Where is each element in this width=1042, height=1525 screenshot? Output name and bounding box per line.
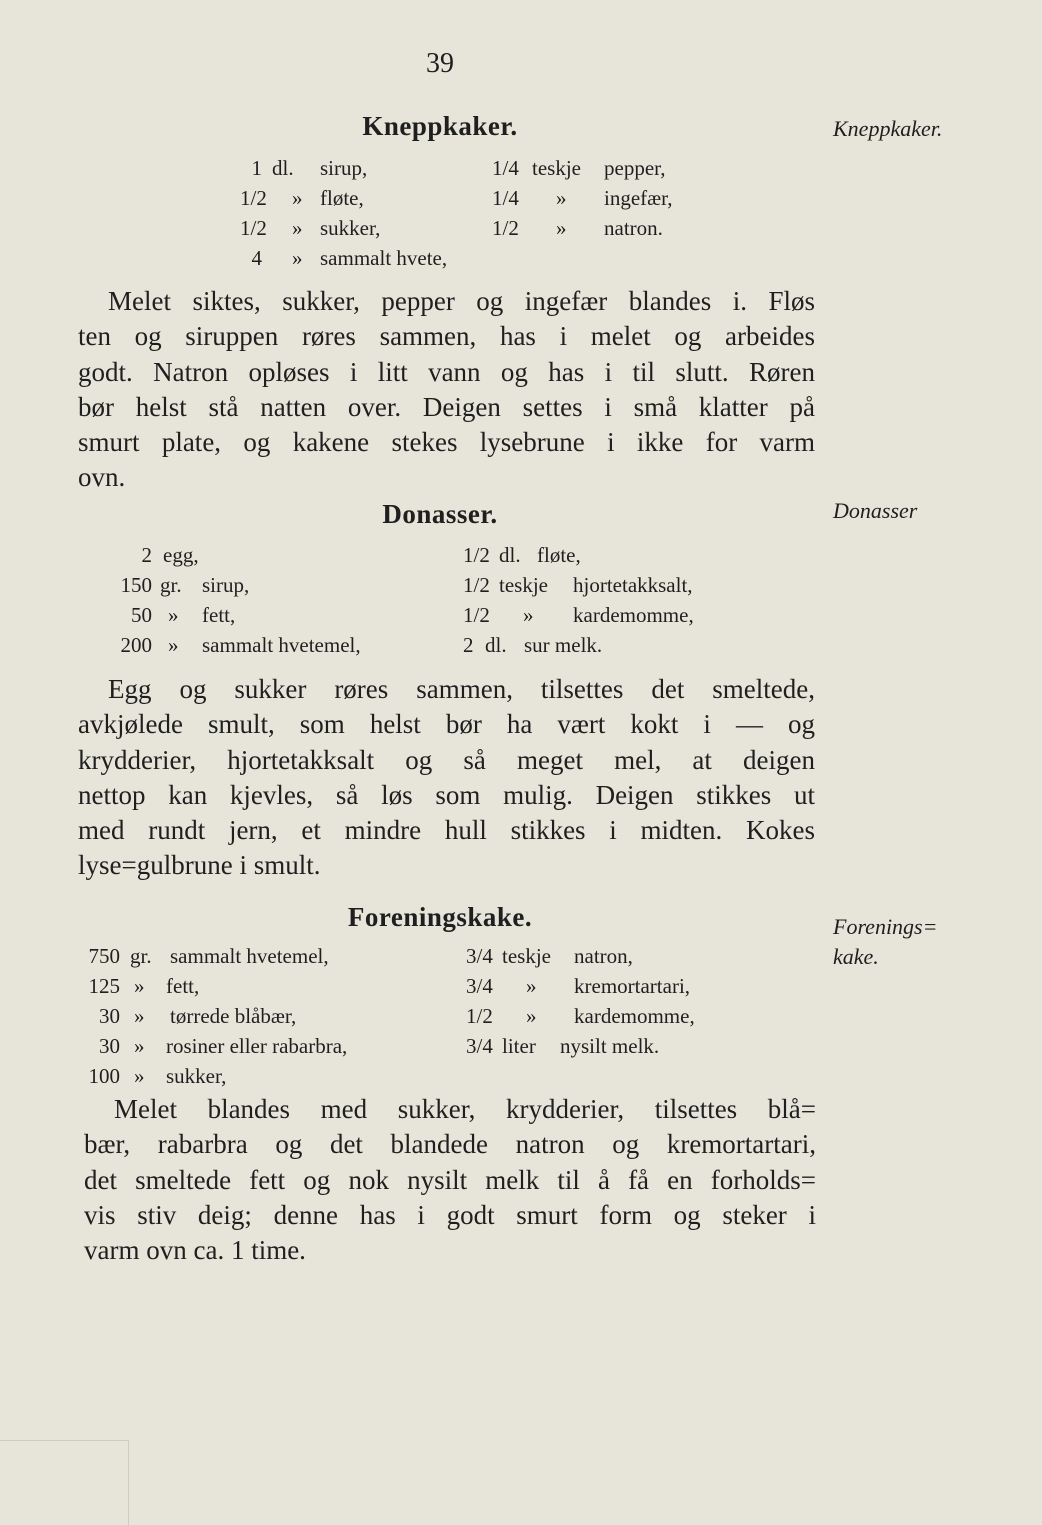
ingredient-list-left [84, 941, 434, 1091]
text-line: Egg og sukker røres sammen, tilsettes det smeltede, [108, 674, 815, 704]
ingredient-qty: 2 [463, 633, 474, 657]
ingredient-name: sirup, [320, 156, 368, 180]
ingredient-qty: 2 [141, 543, 152, 567]
ingredient-row [110, 600, 430, 630]
text-line: nettop kan kjevles, så løs som mulig. Deigen stikkes ut [78, 779, 815, 810]
ingredient-list-right [492, 153, 712, 243]
text-line: det smeltede fett og nok nysilt melk til å få en forholds= [84, 1164, 816, 1195]
text-line: Melet siktes, sukker, pepper og ingefær blandes i. Fløs [108, 286, 815, 316]
text-line: smurt plate, og kakene stekes lysebrune i ikke for varm [78, 427, 815, 458]
ingredient-list-right [463, 540, 733, 660]
ingredient-row [84, 1061, 434, 1091]
recipe-title-donasser: Donasser. [382, 499, 498, 529]
ingredient-name: rosiner eller rabarbra, [166, 1034, 348, 1058]
ingredient-unit: » [526, 1004, 537, 1028]
ingredient-row [240, 153, 500, 183]
ingredient-name: egg, [163, 543, 199, 567]
ingredient-unit: » [134, 974, 145, 998]
ingredient-qty: 750 [88, 944, 120, 968]
ingredient-unit: dl. [485, 633, 507, 657]
ingredient-name: sirup, [202, 573, 250, 597]
ingredient-unit: dl. [272, 156, 294, 180]
ingredient-name: fløte, [320, 186, 364, 210]
text-line: bør helst stå natten over. Deigen settes i små klatter på [78, 391, 815, 422]
scan-border-line [0, 1440, 128, 1441]
ingredient-unit: liter [502, 1034, 536, 1058]
margin-note-kneppkaker: Kneppkaker. [833, 116, 943, 141]
text-line: vis stiv deig; denne has i godt smurt form og steker i [84, 1199, 816, 1230]
text-line: lyse=gulbrune i smult. [78, 850, 321, 881]
recipe-title-foreningskake: Foreningskake. [347, 902, 533, 932]
text-line: varm ovn ca. 1 time. [84, 1235, 306, 1266]
ingredient-row [463, 570, 733, 600]
ingredient-name: hjortetakksalt, [573, 573, 693, 597]
text-line: ten og siruppen røres sammen, has i melet og arbeides [78, 321, 815, 352]
ingredient-unit: gr. [160, 573, 182, 597]
ingredient-unit: teskje [502, 944, 551, 968]
ingredient-qty: 3/4 [466, 1034, 493, 1058]
ingredient-qty: 1/2 [466, 1004, 493, 1028]
ingredient-name: pepper, [604, 156, 666, 180]
text-line: bær, rabarbra og det blandede natron og kremortartari, [84, 1129, 816, 1160]
ingredient-row [84, 941, 434, 971]
ingredient-row [466, 1031, 736, 1061]
ingredient-name: sur melk. [524, 633, 603, 657]
ingredient-list-left [110, 540, 430, 660]
ingredient-qty: 200 [120, 633, 152, 657]
ingredient-unit: » [292, 246, 303, 270]
ingredient-unit: » [292, 216, 303, 240]
ingredient-row [466, 941, 736, 971]
ingredient-row [240, 213, 500, 243]
ingredient-name: kardemomme, [573, 603, 694, 627]
ingredient-qty: 50 [131, 603, 152, 627]
ingredient-qty: 150 [120, 573, 152, 597]
ingredient-unit: » [526, 974, 537, 998]
ingredient-row [492, 183, 712, 213]
ingredient-qty: 4 [251, 246, 262, 270]
ingredient-row [84, 971, 434, 1001]
ingredient-qty: 1/2 [463, 543, 490, 567]
text-line: med rundt jern, et mindre hull stikkes i midten. Kokes [78, 815, 815, 846]
ingredient-name: fløte, [537, 543, 581, 567]
ingredient-qty: 125 [88, 974, 120, 998]
ingredient-qty: 30 [99, 1004, 120, 1028]
margin-note-donasser: Donasser [833, 498, 918, 523]
ingredient-qty: 1/2 [463, 603, 490, 627]
ingredient-qty: 1/2 [492, 216, 519, 240]
ingredient-qty: 1/4 [492, 156, 519, 180]
ingredient-unit: teskje [532, 156, 581, 180]
ingredient-row [110, 570, 430, 600]
margin-note-foreningskake-1: Forenings= [833, 914, 938, 939]
ingredient-qty: 1/2 [240, 216, 267, 240]
ingredient-qty: 1 [251, 156, 262, 180]
text-line: ovn. [78, 462, 126, 493]
ingredient-unit: » [168, 633, 179, 657]
ingredient-row [492, 213, 712, 243]
ingredient-name: natron, [574, 944, 633, 968]
text-line: krydderier, hjortetakksalt og så meget mel, at deigen [78, 744, 815, 775]
ingredient-name: ingefær, [604, 186, 673, 210]
ingredient-name: sukker, [166, 1064, 227, 1088]
ingredient-row [463, 540, 733, 570]
ingredient-unit: » [292, 186, 303, 210]
ingredient-name: kardemomme, [574, 1004, 695, 1028]
ingredient-row [463, 630, 733, 660]
ingredient-row [492, 153, 712, 183]
ingredient-unit: dl. [499, 543, 521, 567]
ingredient-unit: » [134, 1034, 145, 1058]
ingredient-unit: teskje [499, 573, 548, 597]
ingredient-row [84, 1001, 434, 1031]
ingredient-unit: gr. [130, 944, 152, 968]
ingredient-row [240, 243, 500, 273]
ingredient-row [110, 540, 430, 570]
ingredient-name: tørrede blåbær, [170, 1004, 297, 1028]
ingredient-unit: » [556, 216, 567, 240]
ingredient-unit: » [134, 1004, 145, 1028]
recipe-instructions-foreningskake [84, 1092, 816, 1268]
ingredient-unit: » [556, 186, 567, 210]
ingredient-row [240, 183, 500, 213]
recipe-instructions-donasser [78, 672, 815, 884]
ingredient-name: sammalt hvetemel, [170, 944, 329, 968]
ingredient-unit: » [134, 1064, 145, 1088]
recipe-title-kneppkaker: Kneppkaker. [362, 111, 518, 141]
ingredient-name: kremortartari, [574, 974, 691, 998]
ingredient-name: fett, [166, 974, 200, 998]
ingredient-qty: 30 [99, 1034, 120, 1058]
recipe-instructions-kneppkaker [78, 284, 815, 496]
ingredient-qty: 3/4 [466, 974, 493, 998]
ingredient-qty: 1/4 [492, 186, 519, 210]
margin-note-foreningskake-2: kake. [833, 944, 879, 969]
ingredient-name: sammalt hvete, [320, 246, 448, 270]
ingredient-row [463, 600, 733, 630]
scan-border-line [128, 1440, 129, 1525]
page-number: 39 [426, 48, 454, 79]
ingredient-row [466, 971, 736, 1001]
ingredient-unit: » [168, 603, 179, 627]
text-line: godt. Natron opløses i litt vann og has i til slutt. Røren [78, 356, 815, 387]
ingredient-list-right [466, 941, 736, 1061]
ingredient-row [84, 1031, 434, 1061]
ingredient-unit: » [523, 603, 534, 627]
ingredient-name: sammalt hvetemel, [202, 633, 361, 657]
text-line: avkjølede smult, som helst bør ha vært kokt i — og [78, 709, 815, 740]
ingredient-name: fett, [202, 603, 236, 627]
ingredient-qty: 3/4 [466, 944, 493, 968]
ingredient-list-left [240, 153, 500, 273]
ingredient-name: sukker, [320, 216, 381, 240]
ingredient-row [110, 630, 430, 660]
ingredient-qty: 1/2 [240, 186, 267, 210]
ingredient-name: natron. [604, 216, 663, 240]
text-line: Melet blandes med sukker, krydderier, tilsettes blå= [114, 1094, 816, 1124]
ingredient-row [466, 1001, 736, 1031]
ingredient-name: nysilt melk. [560, 1034, 660, 1058]
ingredient-qty: 1/2 [463, 573, 490, 597]
ingredient-qty: 100 [88, 1064, 120, 1088]
